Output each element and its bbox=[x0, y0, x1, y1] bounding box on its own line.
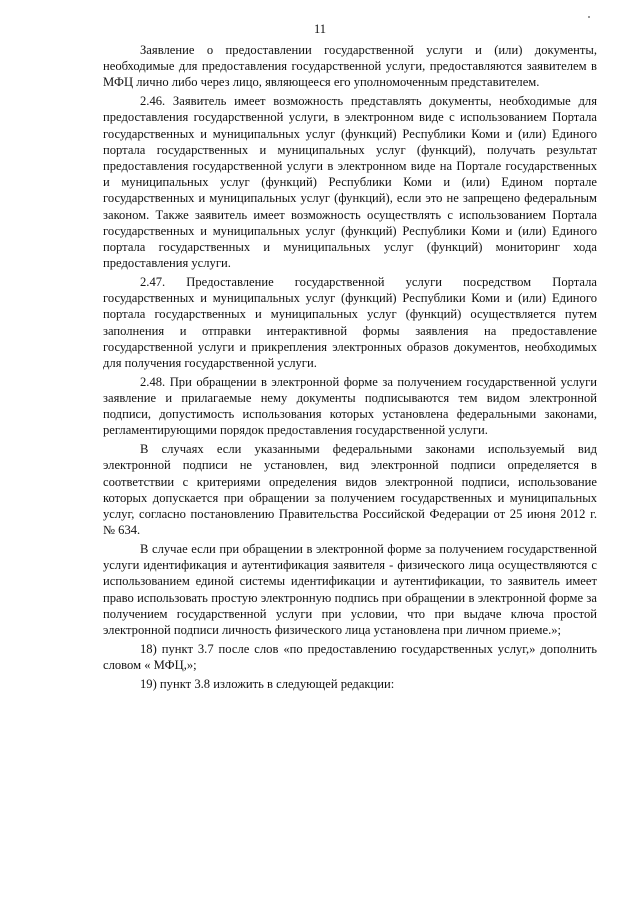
paragraph-signature-type: В случаях если указанными федеральными законами используемый вид электронной подписи не установлен, вид электронной подписи определяется в соответствии с критериями определения видов электронной подписи, использование которых допускается при обращении за получением государственных и муниципальных услуг, согласно постановлению Правительства Российской Федерации от 25 июня 2012 г. № 634. bbox=[103, 442, 597, 538]
document-body bbox=[103, 42, 597, 695]
paragraph-item-19: 19) пункт 3.8 изложить в следующей редакции: bbox=[140, 676, 395, 691]
paragraph-application-submission: Заявление о предоставлении государственной услуги и (или) документы, необходимые для предоставления государственной услуги, предоставляются заявителем в МФЦ лично либо через лицо, являющееся его уполномоченным представителем. bbox=[103, 43, 597, 90]
paragraph-item-18: 18) пункт 3.7 после слов «по предоставлению государственных услуг,» дополнить словом « МФЦ,»; bbox=[103, 641, 597, 673]
paragraph-2-46: 2.46. Заявитель имеет возможность представлять документы, необходимые для предоставления государственной услуги, в электронном виде с использованием Портала государственных и муниципальных услуг (функций) Республики Коми и (или) Единого портала государственных и муниципальных услуг (функций), получать результат предоставления государственной услуги в электронном виде на Портале государственных и муниципальных услуг (функций) Республики Коми и (или) Едином портале государственных и муниципальных услуг (функций), если это не запрещено федеральным законом. Также заявитель имеет возможность осуществлять с использованием Портала государственных и муниципальных услуг (функций) Республики Коми и (или) Единого портала государственных и муниципальных услуг (функций) мониторинг хода предоставления услуги. bbox=[103, 94, 597, 271]
paragraph-2-48: 2.48. При обращении в электронной форме за получением государственной услуги заявление и прилагаемые нему документы подписываются тем видом электронной подписи, допустимость использования которых установлена федеральными законами, регламентирующими порядок предоставления государственной услуги. bbox=[103, 374, 597, 438]
page-number: 11 bbox=[313, 22, 327, 36]
scan-speck bbox=[588, 16, 590, 18]
paragraph-2-47: 2.47. Предоставление государственной услуги посредством Портала государственных и муниципальных услуг (функций) Республики Коми и (или) Единого портала государственных и муниципальных услуг (функций) осуществляется путем заполнения и отправки интерактивной формы заявления на предоставление государственной услуги и прикрепления электронных образов документов, необходимых для получения государственной услуги. bbox=[103, 275, 597, 371]
paragraph-simple-signature: В случае если при обращении в электронной форме за получением государственной услуги идентификация и аутентификация заявителя - физического лица осуществляются с использованием единой системы идентификации и аутентификации, то заявитель имеет право использовать простую электронную подпись при обращении в электронной форме за получением государственной услуги при условии, что при выдаче ключа простой электронной подписи личность физического лица установлена при личном приеме.»; bbox=[103, 542, 597, 638]
